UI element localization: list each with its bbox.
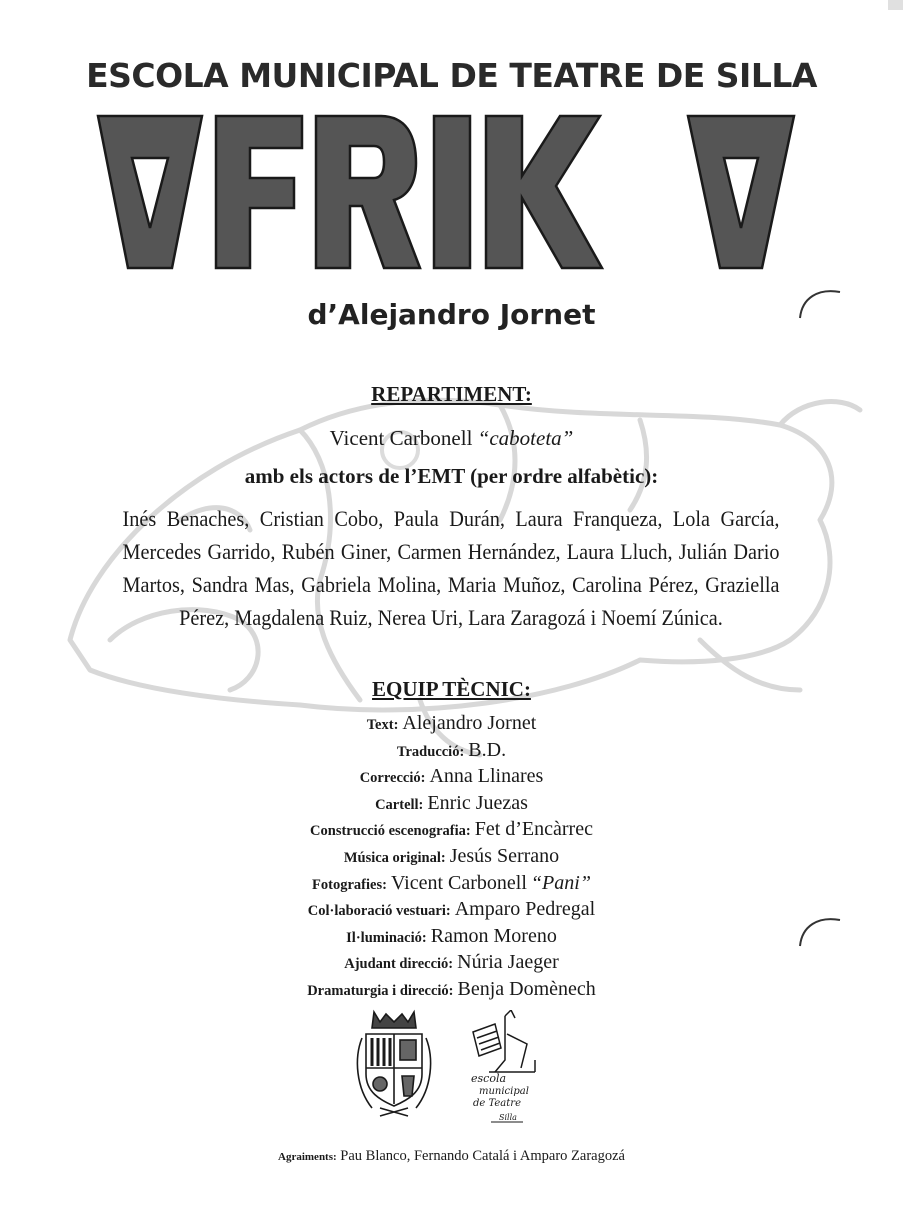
crew-credits: [0, 710, 903, 1003]
coat-of-arms-icon: [352, 1008, 436, 1120]
credit-line: [0, 710, 903, 737]
acknowledgements-label: Agraiments:: [278, 1151, 337, 1163]
actors-intro: amb els actors de l’EMT (per ordre alfabètic):: [244, 464, 659, 488]
credit-line: [0, 976, 903, 1003]
logo-line-1: escola: [471, 1072, 507, 1085]
credit-role: Il·luminació:: [346, 929, 427, 946]
logo-line-4: Silla: [499, 1113, 517, 1122]
credit-line: [0, 870, 903, 897]
credit-role: Dramaturgia i direcció:: [307, 982, 454, 999]
title-letter-a2: [688, 116, 794, 268]
title-letter-a1: [98, 116, 202, 268]
credit-nick: “Pani”: [530, 871, 591, 894]
credit-role: Construcció escenografia:: [310, 823, 471, 840]
credit-line: [0, 816, 903, 843]
credit-name: B.D.: [468, 738, 507, 761]
credit-role: Col·laboració vestuari:: [307, 903, 451, 920]
author-credit: d’Alejandro Jornet: [307, 298, 596, 331]
credit-name: Núria Jaeger: [457, 951, 559, 974]
binder-hole-icon: [796, 912, 846, 952]
credit-role: Correcció:: [359, 770, 426, 787]
credit-role: Fotografies:: [312, 876, 387, 893]
credit-role: Traducció:: [396, 743, 465, 760]
credit-line: [0, 790, 903, 817]
lead-actor: [0, 426, 903, 451]
title-letter-i: [434, 116, 470, 268]
lead-actor-name: Vicent Carbonell: [329, 426, 473, 450]
scan-edge-mark: [888, 0, 903, 10]
cast-heading: REPARTIMENT:: [371, 382, 532, 406]
credit-line: [0, 923, 903, 950]
credit-role: Cartell:: [375, 796, 424, 813]
crew-heading: EQUIP TÈCNIC:: [372, 677, 531, 701]
title-letter-k: [486, 116, 602, 268]
credit-line: [0, 896, 903, 923]
credit-name: Alejandro Jornet: [402, 712, 537, 734]
credit-name: Fet d’Encàrrec: [474, 818, 593, 841]
school-logo-icon: [465, 1010, 551, 1126]
acknowledgements: [0, 1148, 903, 1165]
credit-name: Vicent Carbonell: [390, 871, 527, 894]
acknowledgements-names: Pau Blanco, Fernando Catalá i Amparo Zaragozá: [340, 1148, 625, 1164]
credit-role: Ajudant direcció:: [344, 956, 454, 973]
logo-line-3: de Teatre: [473, 1098, 521, 1109]
credit-role: Música original:: [343, 849, 446, 866]
title-letter-r: [316, 116, 420, 268]
actors-list: Inés Benaches, Cristian Cobo, Paula Durán, Laura Franqueza, Lola García, Mercedes Garrido, Rubén Giner, Carmen Hernández, Laura Lluch, Julián Dario Martos, Sandra Mas, Gabriela Molina, Maria Muñoz, Carolina Pérez, Graziella Pérez, Magdalena Ruiz, Nerea Uri, Lara Zaragozá i Noemí Zúnica.: [122, 506, 780, 630]
title-letter-f: [216, 116, 302, 268]
credit-name: Ramon Moreno: [430, 924, 557, 947]
school-name: ESCOLA MUNICIPAL DE TEATRE DE SILLA: [86, 56, 817, 95]
credit-name: Benja Domènech: [457, 977, 596, 1000]
credit-name: Jesús Serrano: [449, 844, 560, 867]
credit-role: Text:: [366, 717, 399, 733]
lead-actor-nick: “caboteta”: [477, 426, 574, 450]
credit-name: Amparo Pedregal: [454, 898, 596, 921]
credit-line: [0, 763, 903, 790]
credit-name: Enric Juezas: [427, 791, 528, 814]
credit-line: [0, 949, 903, 976]
credit-line: [0, 843, 903, 870]
credit-line: [0, 737, 903, 764]
credit-name: Anna Llinares: [429, 765, 544, 788]
title-afrika: [90, 108, 810, 278]
binder-hole-icon: [796, 284, 846, 324]
logo-line-2: municipal: [479, 1086, 529, 1097]
